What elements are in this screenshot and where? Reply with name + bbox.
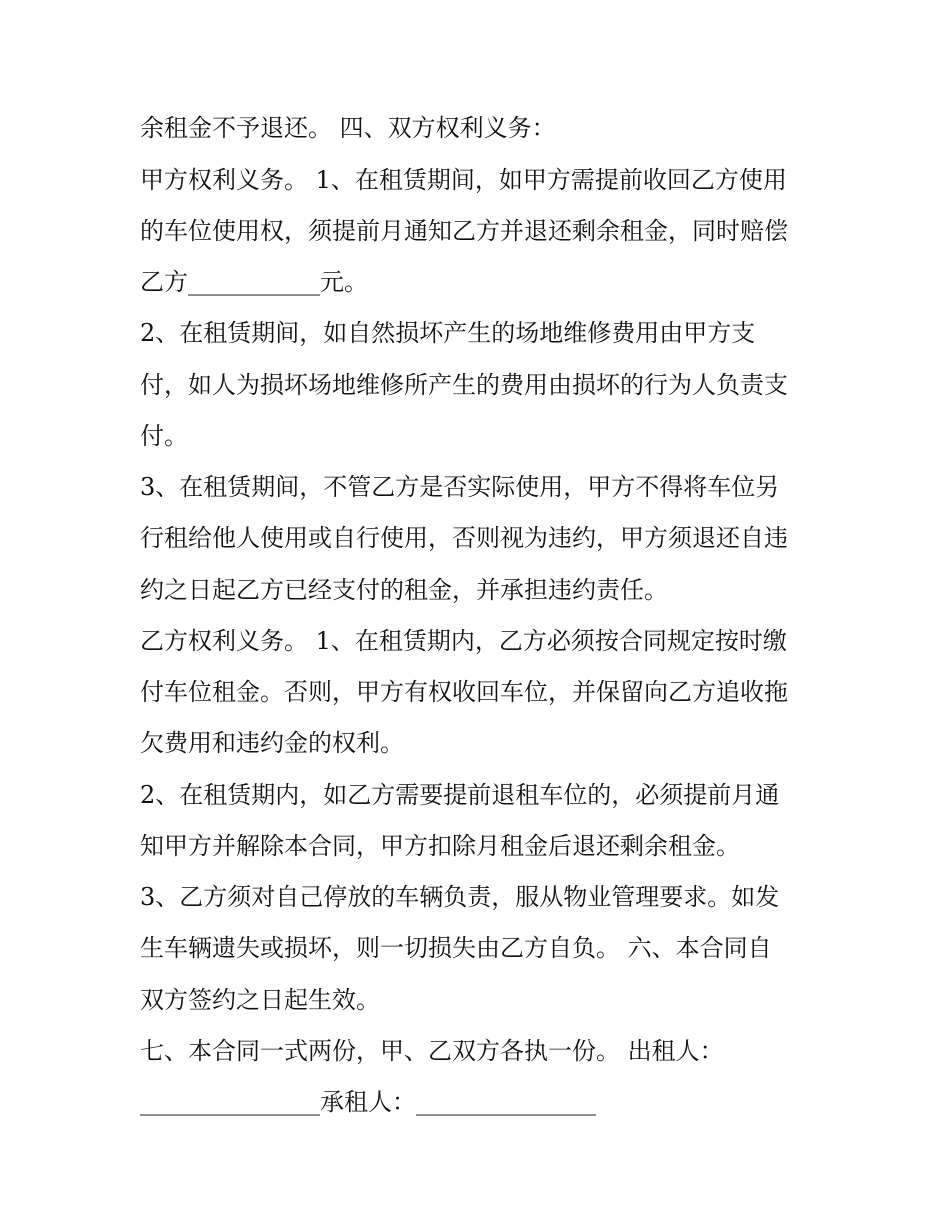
text-line: 生车辆遗失或损坏，则一切损失由乙方自负。 六、本合同自 bbox=[140, 934, 772, 962]
text-line: 甲方权利义务。 1、在租赁期间，如甲方需提前收回乙方使用 bbox=[140, 166, 787, 194]
text-line: 3、乙方须对自己停放的车辆负责，服从物业管理要求。如发 bbox=[140, 883, 780, 911]
text-line: 行租给他人使用或自行使用，否则视为违约，甲方须退还自违 bbox=[140, 524, 788, 552]
text-line: 2、在租赁期内，如乙方需要提前退租车位的，必须提前月通 bbox=[140, 781, 780, 809]
text-line: 付。 bbox=[140, 422, 188, 450]
text-line: 乙方___________元。 bbox=[140, 268, 368, 296]
text-line: 欠费用和违约金的权利。 bbox=[140, 729, 404, 757]
text-line: 的车位使用权，须提前月通知乙方并退还剩余租金，同时赔偿 bbox=[140, 217, 788, 245]
text-line: 3、在租赁期间，不管乙方是否实际使用，甲方不得将车位另 bbox=[140, 473, 780, 501]
text-line: 付车位租金。否则，甲方有权收回车位，并保留向乙方追收拖 bbox=[140, 678, 788, 706]
text-line: 知甲方并解除本合同，甲方扣除月租金后退还剩余租金。 bbox=[140, 832, 740, 860]
text-line: 付，如人为损坏场地维修所产生的费用由损坏的行为人负责支 bbox=[140, 371, 788, 399]
text-line: 约之日起乙方已经支付的租金，并承担违约责任。 bbox=[140, 576, 668, 604]
text-line: 乙方权利义务。 1、在租赁期内，乙方必须按合同规定按时缴 bbox=[140, 627, 787, 655]
text-line: 七、本合同一式两份，甲、乙双方各执一份。 出租人： bbox=[140, 1037, 724, 1065]
signature-line: _______________承租人：_______________ bbox=[140, 1088, 596, 1116]
text-line: 余租金不予退还。 四、双方权利义务： bbox=[140, 114, 556, 142]
text-line: 2、在租赁期间，如自然损坏产生的场地维修费用由甲方支 bbox=[140, 319, 756, 347]
text-line: 双方签约之日起生效。 bbox=[140, 986, 380, 1014]
